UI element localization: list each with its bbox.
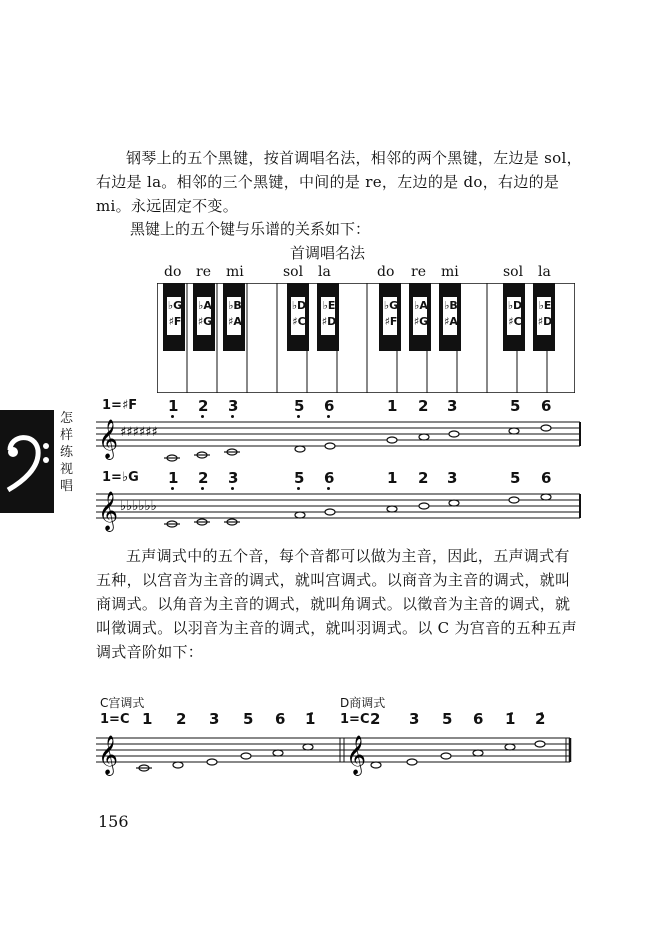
- jianpu-note: 3: [447, 469, 458, 487]
- bass-clef-icon: [0, 410, 54, 513]
- black-key-label: ♭E: [538, 299, 552, 312]
- jianpu-note: 6: [541, 397, 552, 415]
- paragraph-relation-intro: 黑键上的五个键与乐谱的关系如下：: [130, 220, 371, 238]
- treble-clef-icon: 𝄞: [98, 419, 119, 459]
- scale-staff: [96, 730, 586, 776]
- page-number: 156: [98, 812, 129, 831]
- jianpu-note: 3: [409, 710, 420, 728]
- jianpu-note: 2: [370, 710, 381, 728]
- solfege-label: mi: [226, 264, 244, 280]
- jianpu-note: 6: [275, 710, 286, 728]
- jianpu-note: 2: [198, 469, 209, 487]
- solfege-label: re: [411, 264, 426, 280]
- jianpu-note: 6: [541, 469, 552, 487]
- jianpu-note: 2: [198, 397, 209, 415]
- jianpu-note: 2̇: [535, 710, 546, 728]
- jianpu-note: 6: [324, 469, 335, 487]
- solfege-label: sol: [283, 264, 304, 280]
- black-key-label: ♯A: [228, 315, 242, 328]
- side-section-title: [60, 410, 74, 495]
- paragraph-pentatonic-modes: 五声调式中的五个音，每个音都可以做为主音，因此，五声调式有五种，以宫音为主音的调式，就叫宫调式。以商音为主音的调式，就叫商调式。以角音为主音的调式，就叫角调式。以徵音为主音的调式，就叫徵调式。以羽音为主音的调式，就叫羽调式。以 C 为宫音的五种五声调式音阶如下：: [96, 547, 577, 661]
- black-key-label: ♯C: [292, 315, 306, 328]
- sharp-icon: ♯♯♯♯♯♯: [120, 425, 158, 440]
- black-key-label: ♭A: [198, 299, 212, 312]
- black-key-label: ♯G: [197, 315, 213, 328]
- jianpu-note: 5: [442, 710, 453, 728]
- jianpu-note: 5: [294, 397, 305, 415]
- jianpu-note: 2: [418, 397, 429, 415]
- staff2: [96, 486, 586, 536]
- black-key-label: ♯D: [537, 315, 553, 328]
- jianpu-note: 3: [209, 710, 220, 728]
- jianpu-note: 6: [324, 397, 335, 415]
- black-key-label: ♭A: [414, 299, 428, 312]
- jianpu-note: 1̇: [305, 710, 316, 728]
- jianpu-note: 2: [418, 469, 429, 487]
- jianpu-note: 1: [168, 469, 179, 487]
- staff2-key: 1=♭G: [102, 470, 139, 485]
- side-char: 视: [60, 462, 74, 477]
- solfege-label: la: [318, 264, 331, 280]
- scale2-title: D商调式: [340, 696, 386, 710]
- scale1-title: C宫调式: [100, 696, 145, 710]
- black-key-label: ♭B: [444, 299, 458, 312]
- treble-clef-icon: 𝄞: [98, 491, 119, 531]
- scale1-key: 1=C: [100, 712, 130, 727]
- black-key-label: ♭G: [383, 299, 399, 312]
- black-key-label: ♯A: [444, 315, 458, 328]
- black-key-label: ♭B: [228, 299, 242, 312]
- bass-clef-tab: [0, 410, 54, 513]
- jianpu-note: 1: [387, 397, 398, 415]
- black-key-label: ♭E: [322, 299, 336, 312]
- black-key-label: ♯F: [168, 315, 182, 328]
- solfege-label: re: [196, 264, 211, 280]
- solfege-label: mi: [441, 264, 459, 280]
- black-key-label: ♯C: [508, 315, 522, 328]
- side-char: 怎: [60, 411, 74, 426]
- jianpu-note: 1̇: [505, 710, 516, 728]
- solfege-label: do: [164, 264, 182, 280]
- jianpu-note: 1: [168, 397, 179, 415]
- side-char: 样: [60, 428, 74, 443]
- jianpu-note: 5: [294, 469, 305, 487]
- solfege-label: sol: [503, 264, 524, 280]
- black-key-label: ♭D: [291, 299, 307, 312]
- jianpu-note: 2: [176, 710, 187, 728]
- side-char: 唱: [60, 479, 74, 494]
- jianpu-note: 3: [447, 397, 458, 415]
- solfege-label: la: [538, 264, 551, 280]
- staff1: [96, 414, 586, 464]
- black-key-label: ♭G: [167, 299, 183, 312]
- paragraph-black-keys: 钢琴上的五个黑键，按首调唱名法，相邻的两个黑键，左边是 sol，右边是 la。相邻的三个黑键，中间的是 re，左边的是 do，右边的是 mi。永远固定不变。: [96, 149, 582, 215]
- black-key-label: ♯G: [413, 315, 429, 328]
- treble-clef-icon: 𝄞: [98, 735, 119, 775]
- jianpu-note: 6: [473, 710, 484, 728]
- jianpu-note: 3: [228, 469, 239, 487]
- flat-icon: ♭♭♭♭♭♭: [120, 499, 157, 514]
- black-key-label: ♭D: [507, 299, 523, 312]
- jianpu-note: 1: [387, 469, 398, 487]
- solfege-label: do: [377, 264, 395, 280]
- scale2-key: 1=C: [340, 712, 370, 727]
- staff1-key: 1=♯F: [102, 398, 138, 413]
- black-key-label: ♯F: [384, 315, 398, 328]
- side-char: 练: [60, 445, 74, 460]
- diagram-title: 首调唱名法: [290, 244, 366, 262]
- treble-clef-icon: 𝄞: [346, 735, 367, 775]
- jianpu-note: 5: [510, 469, 521, 487]
- jianpu-note: 3: [228, 397, 239, 415]
- jianpu-note: 5: [510, 397, 521, 415]
- jianpu-note: 1: [142, 710, 153, 728]
- black-key-label: ♯D: [321, 315, 337, 328]
- jianpu-note: 5: [243, 710, 254, 728]
